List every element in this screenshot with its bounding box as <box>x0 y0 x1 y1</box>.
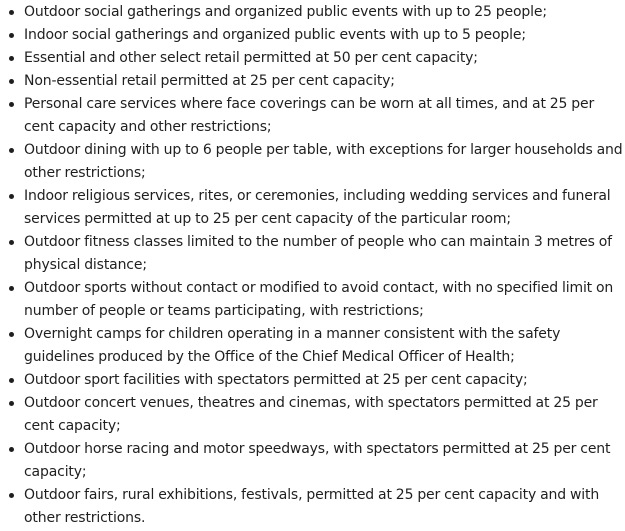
bullet-icon <box>9 286 14 291</box>
bullet-icon <box>9 56 14 61</box>
bullet-icon <box>9 493 14 498</box>
bullet-icon <box>9 447 14 452</box>
list-item-text: Outdoor sport facilities with spectators permitted at 25 per cent capacity; <box>24 372 528 388</box>
list-item-text: Outdoor sports without contact or modified to avoid contact, with no specified limit on number of people or teams participating, with restrictions; <box>24 280 614 319</box>
list-item <box>0 277 625 323</box>
list-item-text: Personal care services where face coverings can be worn at all times, and at 25 per cent capacity and other restrictions; <box>24 96 595 135</box>
list-item-text: Outdoor horse racing and motor speedways, with spectators permitted at 25 per cent capacity; <box>24 441 611 480</box>
list-item <box>0 93 625 139</box>
list-item <box>0 231 625 277</box>
list-item <box>0 1 625 24</box>
list-item <box>0 70 625 93</box>
restrictions-list <box>0 1 625 530</box>
bullet-icon <box>9 102 14 107</box>
list-item <box>0 47 625 70</box>
list-item <box>0 185 625 231</box>
list-item-text: Non-essential retail permitted at 25 per cent capacity; <box>24 73 395 89</box>
list-item <box>0 484 625 530</box>
list-item <box>0 139 625 185</box>
list-item-text: Essential and other select retail permitted at 50 per cent capacity; <box>24 50 478 66</box>
bullet-icon <box>9 33 14 38</box>
list-item-text: Indoor religious services, rites, or ceremonies, including wedding services and funeral services permitted at up to 25 per cent capacity of the particular room; <box>24 188 611 227</box>
bullet-icon <box>9 378 14 383</box>
list-item-text: Outdoor concert venues, theatres and cinemas, with spectators permitted at 25 per cent capacity; <box>24 395 598 434</box>
bullet-icon <box>9 332 14 337</box>
bullet-icon <box>9 194 14 199</box>
list-item-text: Outdoor fitness classes limited to the number of people who can maintain 3 metres of physical distance; <box>24 234 612 273</box>
list-item-text: Indoor social gatherings and organized public events with up to 5 people; <box>24 27 526 43</box>
bullet-icon <box>9 148 14 153</box>
list-item <box>0 323 625 369</box>
bullet-icon <box>9 10 14 15</box>
bullet-icon <box>9 79 14 84</box>
list-item-text: Outdoor fairs, rural exhibitions, festivals, permitted at 25 per cent capacity and with other restrictions. <box>24 487 600 526</box>
list-item-text: Overnight camps for children operating in a manner consistent with the safety guidelines produced by the Office of the Chief Medical Officer of Health; <box>24 326 561 365</box>
bullet-icon <box>9 401 14 406</box>
list-item <box>0 438 625 484</box>
list-item-text: Outdoor dining with up to 6 people per table, with exceptions for larger households and other restrictions; <box>24 142 623 181</box>
bullet-icon <box>9 240 14 245</box>
list-item <box>0 369 625 392</box>
list-item-text: Outdoor social gatherings and organized public events with up to 25 people; <box>24 4 547 20</box>
list-item <box>0 392 625 438</box>
list-item <box>0 24 625 47</box>
